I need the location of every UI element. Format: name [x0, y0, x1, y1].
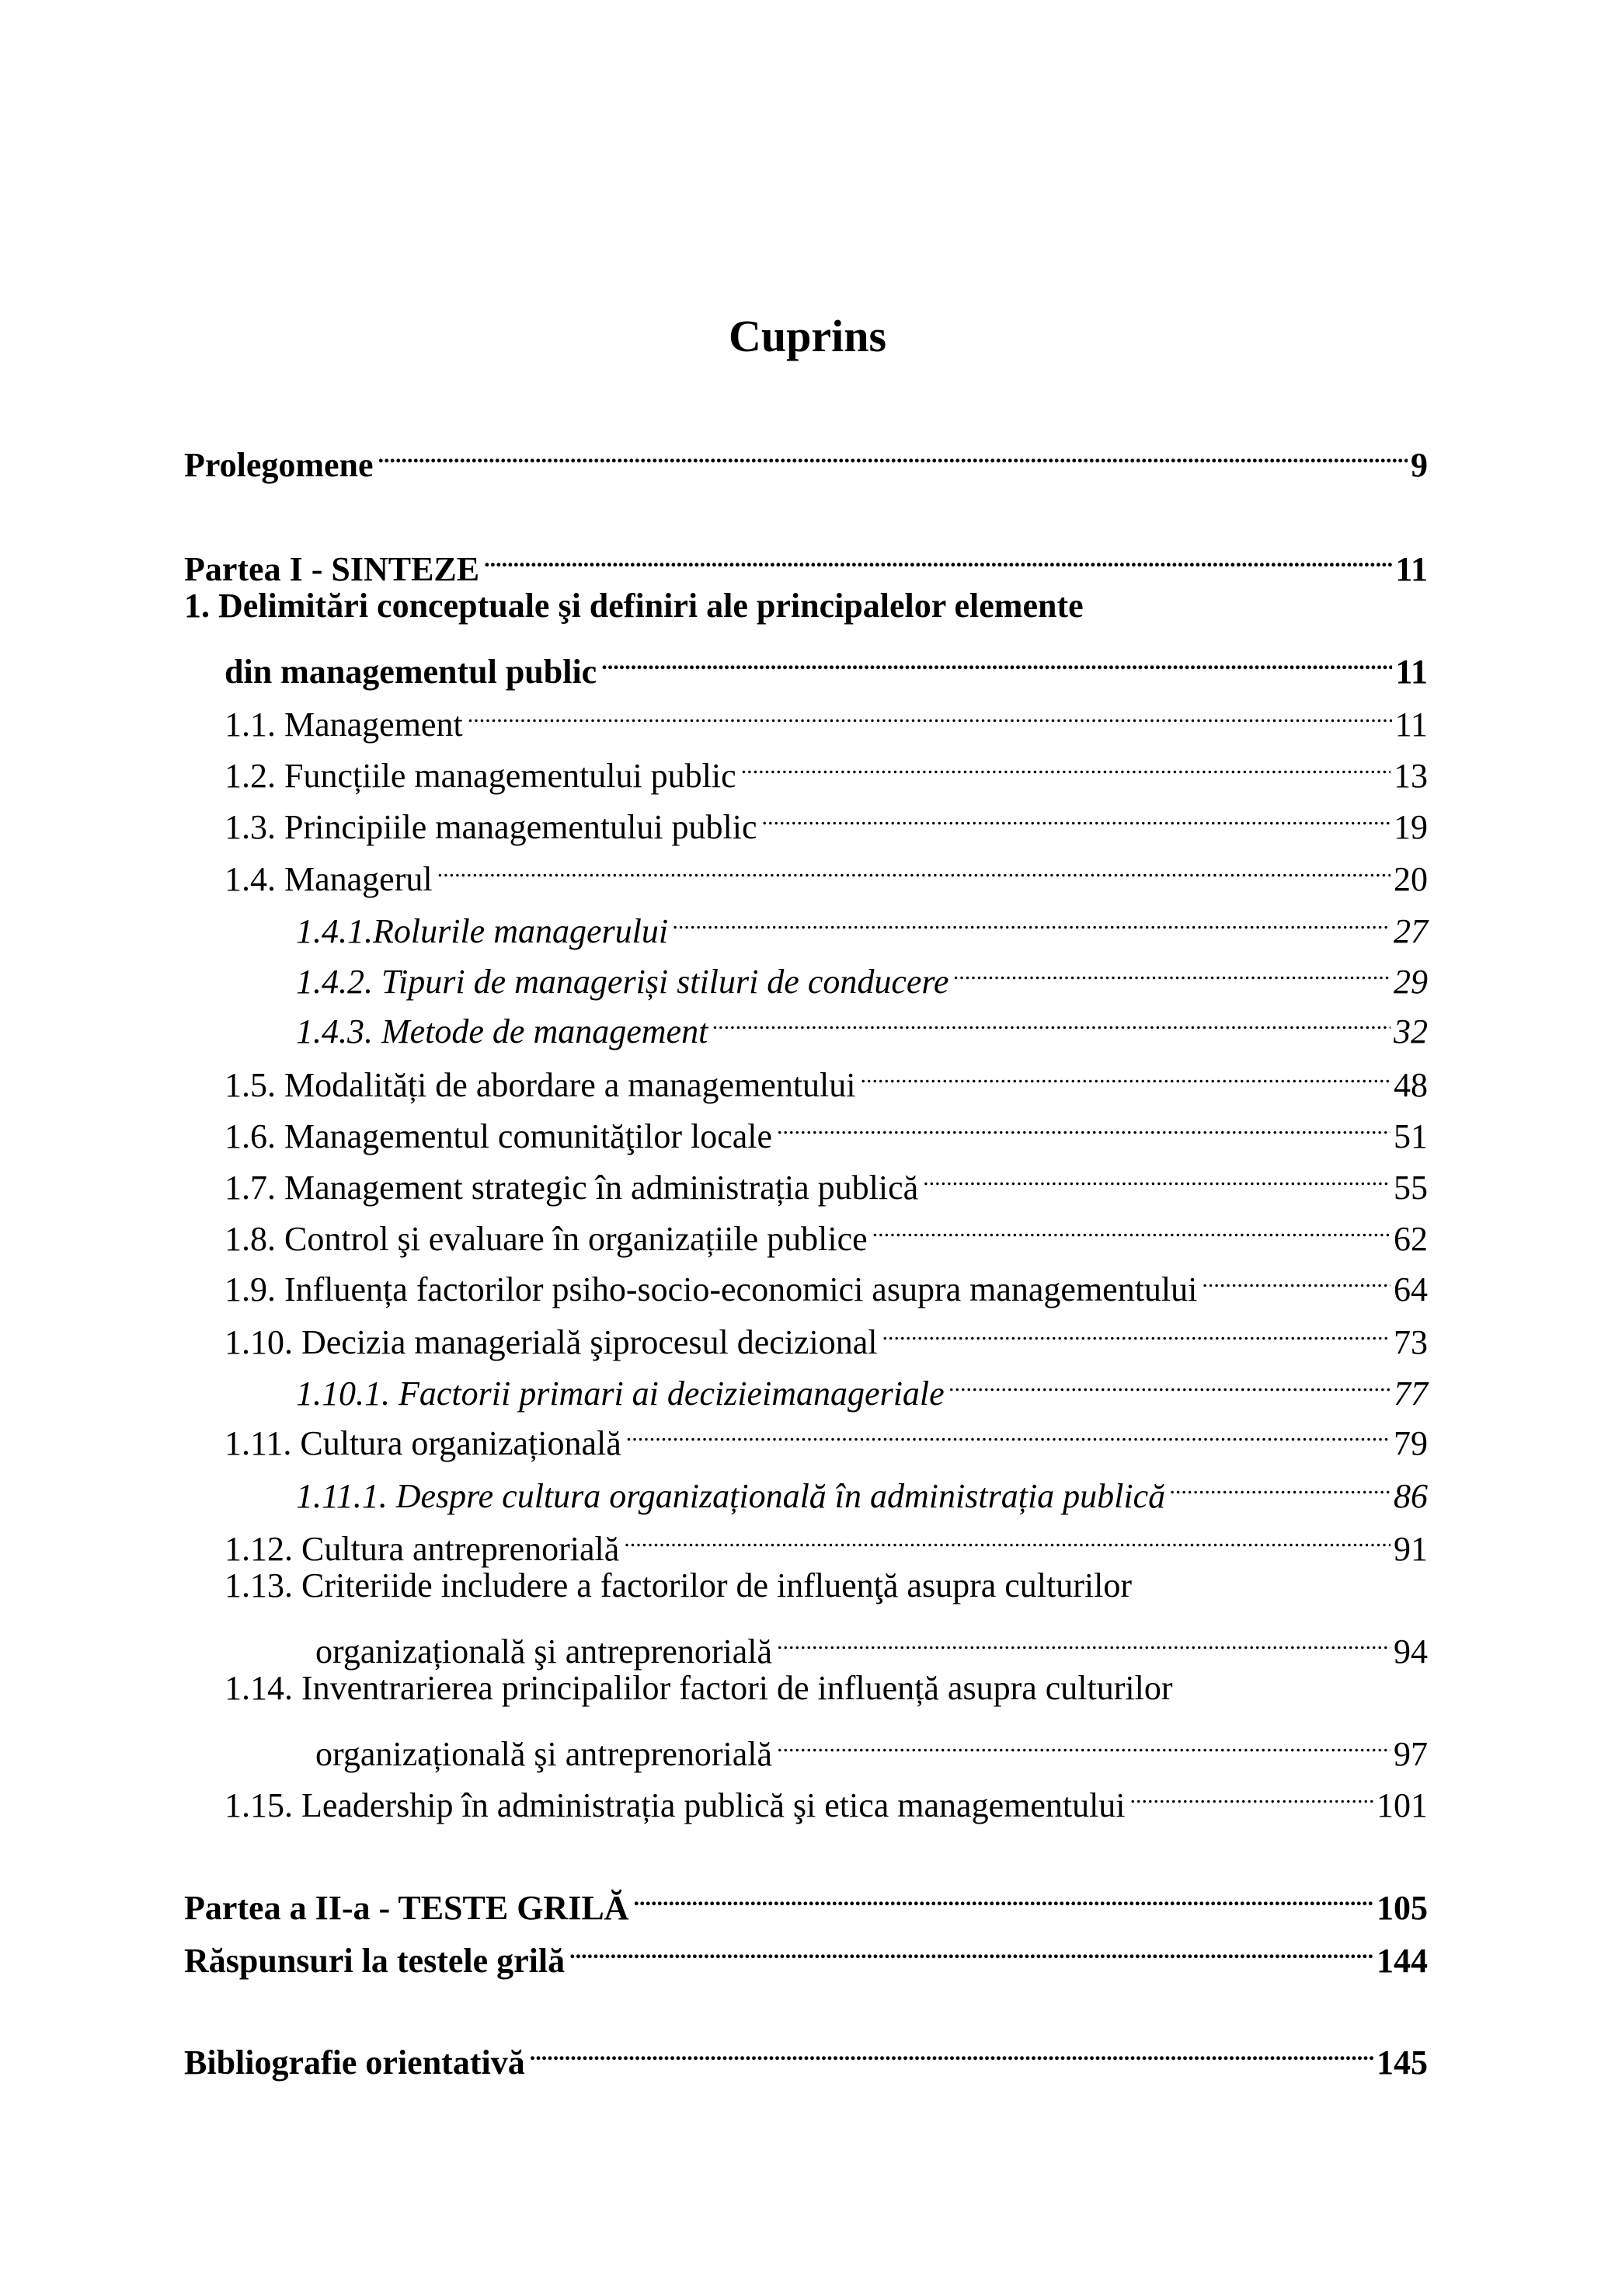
toc-entry-page: 62 [1394, 1220, 1428, 1258]
toc-entry-page: 77 [1394, 1374, 1428, 1413]
toc-entry-label: 1.4. Managerul [224, 860, 433, 898]
toc-entry-page: 79 [1394, 1424, 1428, 1462]
toc-entry-page: 105 [1377, 1889, 1428, 1927]
dot-leader [872, 1199, 1391, 1250]
toc-entry[interactable] [296, 1354, 1428, 1413]
dot-leader [762, 787, 1391, 838]
toc-entry[interactable] [224, 1199, 1428, 1258]
toc-entry-page: 19 [1394, 808, 1428, 846]
dot-leader [777, 1611, 1391, 1663]
dot-leader [569, 1921, 1373, 1972]
toc-entry[interactable] [224, 736, 1428, 795]
toc-entry-label: 1.11. Cultura organizațională [224, 1424, 621, 1462]
toc-entry[interactable] [315, 1611, 1428, 1671]
page-title: Cuprins [728, 311, 887, 361]
dot-leader [626, 1403, 1391, 1455]
dot-leader [861, 1045, 1391, 1096]
dot-leader [1202, 1249, 1391, 1301]
dot-leader [777, 1096, 1391, 1148]
toc-entry[interactable] [224, 685, 1428, 744]
toc-entry-label: 1.4.1.Rolurile managerului [296, 912, 669, 950]
toc-entry[interactable] [315, 1714, 1428, 1773]
dot-leader [882, 1302, 1391, 1354]
toc-entry-label: 1.15. Leadership în administrația publică şi etica managementului [224, 1786, 1126, 1824]
dot-leader [953, 942, 1391, 993]
toc-entry[interactable] [296, 891, 1428, 950]
toc-entry-page: 51 [1394, 1117, 1428, 1155]
toc-entry[interactable] [224, 1663, 1428, 1714]
toc-entry[interactable] [224, 1403, 1428, 1462]
toc-entry-page: 94 [1394, 1632, 1428, 1671]
toc-entry[interactable] [224, 1148, 1428, 1207]
toc-entry-page: 73 [1394, 1323, 1428, 1361]
toc-entry-label: 1.14. Inventrarierea principalilor factori de influență asupra culturilor [224, 1669, 1173, 1707]
dot-leader [378, 425, 1408, 476]
toc-entry-label: organizațională şi antreprenorială [315, 1735, 773, 1773]
toc-entry[interactable] [224, 839, 1428, 898]
toc-entry[interactable] [224, 1765, 1428, 1824]
toc-entry-label: Prolegomene [184, 446, 374, 484]
toc-entry[interactable] [224, 1096, 1428, 1155]
toc-entry-label: 1.7. Management strategic în administrația publică [224, 1169, 919, 1207]
toc-entry-label: Răspunsuri la testele grilă [184, 1942, 566, 1980]
dot-leader [633, 1868, 1373, 1919]
toc-entry-label: Partea a II-a - TESTE GRILĂ [184, 1889, 629, 1927]
toc-entry-label: organizațională şi antreprenorială [315, 1632, 773, 1671]
toc-entry-label: 1.4.2. Tipuri de manageriși stiluri de conducere [296, 963, 949, 1001]
toc-entry[interactable] [184, 2023, 1428, 2082]
toc-entry-label: 1.4.3. Metode de management [296, 1012, 708, 1050]
toc-entry[interactable] [184, 529, 1428, 588]
dot-leader [741, 736, 1391, 787]
toc-entry-label: 1.5. Modalități de abordare a managementului [224, 1066, 856, 1104]
toc-entry[interactable] [224, 1509, 1428, 1568]
dot-leader [1170, 1456, 1391, 1507]
toc-entry-page: 11 [1395, 653, 1428, 691]
toc-entry[interactable] [224, 1560, 1428, 1611]
toc-entry-page: 27 [1394, 912, 1428, 950]
toc-entry[interactable] [184, 1921, 1428, 1980]
dot-leader [468, 685, 1392, 736]
dot-leader [624, 1509, 1391, 1560]
toc-entry[interactable] [296, 942, 1428, 1001]
toc-entry-label: 1.8. Control şi evaluare în organizațiile publice [224, 1220, 868, 1258]
toc-entry-label: Bibliografie orientativă [184, 2043, 525, 2082]
dot-leader [673, 891, 1391, 942]
toc-entry-label: 1.10. Decizia managerială şiprocesul decizional [224, 1323, 878, 1361]
dot-leader [777, 1714, 1391, 1765]
dot-leader [923, 1148, 1391, 1199]
toc-entry[interactable] [224, 1302, 1428, 1361]
toc-entry-page: 20 [1394, 860, 1428, 898]
toc-entry-label: 1.1. Management [224, 706, 463, 744]
toc-entry-page: 64 [1394, 1270, 1428, 1308]
dot-leader [437, 839, 1391, 890]
toc-entry-page: 32 [1394, 1012, 1428, 1050]
toc-entry-page: 55 [1394, 1169, 1428, 1207]
toc-entry-page: 13 [1394, 757, 1428, 795]
toc-entry-page: 144 [1377, 1942, 1428, 1980]
toc-entry-page: 48 [1394, 1066, 1428, 1104]
toc-entry-label: 1.11.1. Despre cultura organizațională în administrația publică [296, 1477, 1166, 1515]
toc-entry[interactable] [224, 787, 1428, 846]
toc-entry-page: 11 [1395, 550, 1428, 588]
toc-entry[interactable] [224, 1045, 1428, 1104]
dot-leader [949, 1354, 1391, 1405]
dot-leader [1130, 1765, 1373, 1817]
dot-leader [484, 529, 1392, 580]
toc-entry[interactable] [296, 991, 1428, 1050]
toc-entry-label: 1.9. Influența factorilor psiho-socio-economici asupra managementului [224, 1270, 1198, 1308]
dot-leader [530, 2023, 1373, 2074]
toc-entry[interactable] [224, 1249, 1428, 1308]
toc-entry-label: 1.12. Cultura antreprenorială [224, 1530, 620, 1568]
toc-entry[interactable] [296, 1456, 1428, 1515]
dot-leader [712, 991, 1391, 1043]
toc-entry-label: 1.6. Managementul comunităţilor locale [224, 1117, 773, 1155]
toc-entry-page: 145 [1377, 2043, 1428, 2082]
toc-entry-label: 1.3. Principiile managementului public [224, 808, 757, 846]
toc-entry[interactable] [184, 425, 1428, 484]
toc-entry[interactable] [224, 632, 1428, 691]
toc-entry[interactable] [184, 1868, 1428, 1927]
toc-entry-label: Partea I - SINTEZE [184, 550, 480, 588]
toc-entry-page: 9 [1411, 446, 1428, 484]
toc-entry-label: 1.2. Funcțiile managementului public [224, 757, 736, 795]
toc-entry-page: 101 [1377, 1786, 1428, 1824]
toc-entry-label: 1.13. Criteriide includere a factorilor de influenţă asupra culturilor [224, 1566, 1132, 1604]
toc-entry-label: din managementul public [224, 653, 597, 691]
toc-entry-page: 91 [1394, 1530, 1428, 1568]
toc-entry-page: 29 [1394, 963, 1428, 1001]
toc-entry-page: 11 [1394, 706, 1428, 744]
toc-entry[interactable] [184, 580, 1428, 632]
toc-entry-page: 86 [1394, 1477, 1428, 1515]
toc-entry-page: 97 [1394, 1735, 1428, 1773]
toc-entry-label: 1. Delimitări conceptuale şi definiri ale principalelor elemente [184, 587, 1084, 625]
toc-entry-label: 1.10.1. Factorii primari ai decizieimanageriale [296, 1374, 945, 1413]
dot-leader [601, 632, 1392, 683]
